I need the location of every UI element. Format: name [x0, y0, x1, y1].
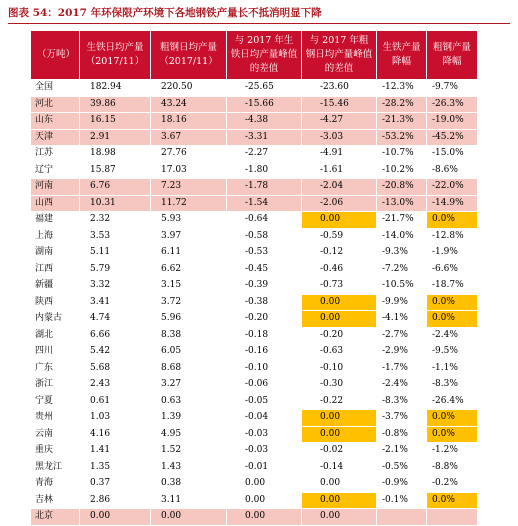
cell-pig-iron-peak-diff: -15.66	[227, 96, 302, 113]
cell-pig-iron-daily: 2.43	[80, 377, 151, 394]
cell-crude-steel-decline: -14.9%	[427, 195, 478, 212]
table-row	[31, 360, 478, 377]
cell-pig-iron-peak-diff: -0.16	[227, 344, 302, 361]
cell-crude-steel-peak-diff: -0.20	[302, 327, 377, 344]
cell-pig-iron-decline: -1.7%	[377, 360, 427, 377]
cell-pig-iron-daily: 0.37	[80, 476, 151, 493]
cell-crude-steel-daily: 0.63	[151, 393, 227, 410]
region-name: 浙江	[31, 377, 80, 394]
cell-pig-iron-daily: 16.15	[80, 113, 151, 130]
cell-crude-steel-decline: -1.1%	[427, 360, 478, 377]
cell-pig-iron-decline: -2.9%	[377, 344, 427, 361]
cell-pig-iron-decline: -20.8%	[377, 179, 427, 196]
cell-crude-steel-daily: 17.03	[151, 162, 227, 179]
cell-crude-steel-decline: -1.9%	[427, 245, 478, 262]
cell-pig-iron-peak-diff: -0.58	[227, 228, 302, 245]
cell-pig-iron-decline: -21.7%	[377, 212, 427, 229]
region-name: 重庆	[31, 443, 80, 460]
cell-pig-iron-daily: 2.32	[80, 212, 151, 229]
cell-crude-steel-peak-diff: -15.46	[302, 96, 377, 113]
table-row	[31, 129, 478, 146]
cell-pig-iron-peak-diff: 0.00	[227, 509, 302, 526]
region-name: 全国	[31, 80, 80, 97]
cell-pig-iron-daily: 1.03	[80, 410, 151, 427]
steel-output-table	[30, 30, 478, 526]
cell-pig-iron-peak-diff: -0.06	[227, 377, 302, 394]
cell-crude-steel-peak-diff: -4.91	[302, 146, 377, 163]
cell-pig-iron-daily: 0.61	[80, 393, 151, 410]
table-row	[31, 294, 478, 311]
cell-crude-steel-peak-diff: -4.27	[302, 113, 377, 130]
header-pig-iron-daily: 生铁日均产量（2017/11）	[80, 31, 151, 80]
cell-pig-iron-peak-diff: -0.10	[227, 360, 302, 377]
cell-crude-steel-daily: 3.27	[151, 377, 227, 394]
cell-pig-iron-decline: -10.5%	[377, 278, 427, 295]
cell-crude-steel-daily: 3.67	[151, 129, 227, 146]
header-crude-steel-peak-diff: 与 2017 年粗钢日均产量峰值的差值	[302, 31, 377, 80]
table-row	[31, 476, 478, 493]
cell-pig-iron-peak-diff: -25.65	[227, 80, 302, 97]
cell-crude-steel-daily: 11.72	[151, 195, 227, 212]
cell-crude-steel-peak-diff: 0.00	[302, 492, 377, 509]
region-name: 黑龙江	[31, 459, 80, 476]
cell-pig-iron-daily: 1.41	[80, 443, 151, 460]
cell-pig-iron-daily: 5.79	[80, 261, 151, 278]
cell-crude-steel-peak-diff: 0.00	[302, 410, 377, 427]
cell-crude-steel-daily: 3.97	[151, 228, 227, 245]
cell-crude-steel-daily: 7.23	[151, 179, 227, 196]
cell-pig-iron-decline: -10.7%	[377, 146, 427, 163]
cell-crude-steel-decline: -8.6%	[427, 162, 478, 179]
cell-crude-steel-decline: 0.0%	[427, 492, 478, 509]
cell-pig-iron-daily: 18.98	[80, 146, 151, 163]
cell-pig-iron-decline: -28.2%	[377, 96, 427, 113]
region-name: 贵州	[31, 410, 80, 427]
cell-pig-iron-peak-diff: -0.05	[227, 393, 302, 410]
region-name: 北京	[31, 509, 80, 526]
cell-pig-iron-daily: 5.11	[80, 245, 151, 262]
table-row	[31, 195, 478, 212]
cell-pig-iron-decline: -8.3%	[377, 393, 427, 410]
table-row	[31, 509, 478, 526]
table-row	[31, 162, 478, 179]
region-name: 陕西	[31, 294, 80, 311]
cell-crude-steel-daily: 27.76	[151, 146, 227, 163]
cell-pig-iron-daily: 3.53	[80, 228, 151, 245]
region-name: 湖南	[31, 245, 80, 262]
region-name: 上海	[31, 228, 80, 245]
cell-crude-steel-daily: 6.62	[151, 261, 227, 278]
cell-pig-iron-peak-diff: -0.03	[227, 426, 302, 443]
cell-pig-iron-daily: 2.86	[80, 492, 151, 509]
cell-crude-steel-peak-diff: -0.10	[302, 360, 377, 377]
region-name: 山西	[31, 195, 80, 212]
region-name: 江西	[31, 261, 80, 278]
cell-crude-steel-daily: 8.68	[151, 360, 227, 377]
figure-caption: 图表 54：2017 年环保限产环境下各地钢铁产量长不抵消明显下降	[8, 7, 322, 19]
cell-pig-iron-peak-diff: -1.80	[227, 162, 302, 179]
cell-pig-iron-decline: -14.0%	[377, 228, 427, 245]
cell-crude-steel-peak-diff: -23.60	[302, 80, 377, 97]
table-row	[31, 492, 478, 509]
table-row	[31, 278, 478, 295]
region-name: 江苏	[31, 146, 80, 163]
region-name: 吉林	[31, 492, 80, 509]
cell-crude-steel-peak-diff: 0.00	[302, 212, 377, 229]
region-name: 天津	[31, 129, 80, 146]
table-row	[31, 80, 478, 97]
cell-pig-iron-daily: 4.74	[80, 311, 151, 328]
cell-crude-steel-peak-diff: -2.04	[302, 179, 377, 196]
region-name: 山东	[31, 113, 80, 130]
cell-pig-iron-peak-diff: -0.39	[227, 278, 302, 295]
cell-pig-iron-daily: 5.68	[80, 360, 151, 377]
cell-crude-steel-decline: -15.0%	[427, 146, 478, 163]
table-row	[31, 96, 478, 113]
cell-crude-steel-peak-diff: -0.30	[302, 377, 377, 394]
table-row	[31, 393, 478, 410]
cell-crude-steel-peak-diff: -3.03	[302, 129, 377, 146]
cell-pig-iron-decline: -12.3%	[377, 80, 427, 97]
cell-pig-iron-peak-diff: -0.04	[227, 410, 302, 427]
cell-pig-iron-decline: -4.1%	[377, 311, 427, 328]
cell-crude-steel-peak-diff: -0.22	[302, 393, 377, 410]
table-row	[31, 327, 478, 344]
table-body	[31, 80, 478, 526]
region-name: 云南	[31, 426, 80, 443]
cell-pig-iron-daily: 3.41	[80, 294, 151, 311]
header-crude-steel-decline: 粗钢产量降幅	[427, 31, 478, 80]
region-name: 新疆	[31, 278, 80, 295]
cell-pig-iron-daily: 2.91	[80, 129, 151, 146]
table-row	[31, 146, 478, 163]
cell-crude-steel-decline: 0.0%	[427, 294, 478, 311]
table-row	[31, 228, 478, 245]
cell-crude-steel-peak-diff: 0.00	[302, 509, 377, 526]
cell-pig-iron-peak-diff: -2.27	[227, 146, 302, 163]
cell-crude-steel-decline: -45.2%	[427, 129, 478, 146]
cell-pig-iron-peak-diff: -0.03	[227, 443, 302, 460]
cell-pig-iron-peak-diff: -1.78	[227, 179, 302, 196]
cell-pig-iron-peak-diff: -0.64	[227, 212, 302, 229]
cell-pig-iron-decline: -10.2%	[377, 162, 427, 179]
cell-crude-steel-daily: 220.50	[151, 80, 227, 97]
cell-pig-iron-daily: 15.87	[80, 162, 151, 179]
cell-crude-steel-daily: 0.38	[151, 476, 227, 493]
cell-pig-iron-decline: -53.2%	[377, 129, 427, 146]
cell-crude-steel-peak-diff: -2.06	[302, 195, 377, 212]
cell-crude-steel-decline: -22.0%	[427, 179, 478, 196]
table-row	[31, 459, 478, 476]
cell-pig-iron-peak-diff: -0.18	[227, 327, 302, 344]
cell-crude-steel-daily: 1.39	[151, 410, 227, 427]
cell-pig-iron-daily: 182.94	[80, 80, 151, 97]
cell-crude-steel-decline: 0.0%	[427, 410, 478, 427]
table-row	[31, 179, 478, 196]
cell-pig-iron-decline: -0.8%	[377, 426, 427, 443]
table-row	[31, 410, 478, 427]
region-name: 青海	[31, 476, 80, 493]
cell-pig-iron-decline: -2.7%	[377, 327, 427, 344]
cell-pig-iron-peak-diff: -0.20	[227, 311, 302, 328]
cell-pig-iron-daily: 1.35	[80, 459, 151, 476]
cell-crude-steel-daily: 3.72	[151, 294, 227, 311]
cell-crude-steel-decline: 0.0%	[427, 311, 478, 328]
cell-pig-iron-peak-diff: -0.01	[227, 459, 302, 476]
cell-crude-steel-decline: -8.8%	[427, 459, 478, 476]
cell-crude-steel-peak-diff: 0.00	[302, 426, 377, 443]
cell-crude-steel-decline: -9.7%	[427, 80, 478, 97]
cell-crude-steel-decline: -0.2%	[427, 476, 478, 493]
cell-crude-steel-decline: -26.3%	[427, 96, 478, 113]
cell-pig-iron-peak-diff: 0.00	[227, 492, 302, 509]
cell-pig-iron-peak-diff: 0.00	[227, 476, 302, 493]
table-row	[31, 377, 478, 394]
cell-pig-iron-daily: 6.66	[80, 327, 151, 344]
cell-crude-steel-daily: 8.38	[151, 327, 227, 344]
cell-pig-iron-decline	[377, 509, 427, 526]
cell-crude-steel-daily: 6.11	[151, 245, 227, 262]
cell-crude-steel-decline: -6.6%	[427, 261, 478, 278]
header-unit: （万吨）	[31, 31, 80, 80]
cell-crude-steel-decline: -12.8%	[427, 228, 478, 245]
cell-crude-steel-peak-diff: -0.14	[302, 459, 377, 476]
table-row	[31, 443, 478, 460]
cell-crude-steel-peak-diff: 0.00	[302, 476, 377, 493]
region-name: 河北	[31, 96, 80, 113]
header-crude-steel-daily: 粗钢日均产量（2017/11）	[151, 31, 227, 80]
cell-pig-iron-decline: -7.2%	[377, 261, 427, 278]
cell-pig-iron-daily: 3.32	[80, 278, 151, 295]
cell-pig-iron-peak-diff: -0.38	[227, 294, 302, 311]
cell-crude-steel-daily: 5.96	[151, 311, 227, 328]
cell-crude-steel-decline: -8.3%	[427, 377, 478, 394]
cell-pig-iron-decline: -0.1%	[377, 492, 427, 509]
table-row	[31, 426, 478, 443]
table-row	[31, 344, 478, 361]
cell-crude-steel-decline: -18.7%	[427, 278, 478, 295]
cell-crude-steel-peak-diff: -0.59	[302, 228, 377, 245]
cell-crude-steel-decline: -19.0%	[427, 113, 478, 130]
header-pig-iron-peak-diff: 与 2017 年生铁日均产量峰值的差值	[227, 31, 302, 80]
cell-crude-steel-daily: 4.95	[151, 426, 227, 443]
cell-pig-iron-peak-diff: -0.53	[227, 245, 302, 262]
cell-crude-steel-decline: -2.4%	[427, 327, 478, 344]
cell-crude-steel-peak-diff: 0.00	[302, 294, 377, 311]
cell-pig-iron-daily: 0.00	[80, 509, 151, 526]
region-name: 河南	[31, 179, 80, 196]
cell-pig-iron-daily: 39.86	[80, 96, 151, 113]
cell-pig-iron-decline: -3.7%	[377, 410, 427, 427]
cell-pig-iron-peak-diff: -0.45	[227, 261, 302, 278]
cell-pig-iron-decline: -9.3%	[377, 245, 427, 262]
cell-pig-iron-decline: -13.0%	[377, 195, 427, 212]
cell-crude-steel-peak-diff: -0.02	[302, 443, 377, 460]
cell-crude-steel-daily: 18.16	[151, 113, 227, 130]
table-row	[31, 212, 478, 229]
cell-pig-iron-decline: -9.9%	[377, 294, 427, 311]
cell-crude-steel-daily: 5.93	[151, 212, 227, 229]
cell-crude-steel-decline: 0.0%	[427, 426, 478, 443]
cell-crude-steel-peak-diff: -0.12	[302, 245, 377, 262]
table-row	[31, 113, 478, 130]
cell-crude-steel-decline: -1.2%	[427, 443, 478, 460]
cell-crude-steel-decline: -26.4%	[427, 393, 478, 410]
cell-pig-iron-daily: 4.16	[80, 426, 151, 443]
cell-crude-steel-daily: 3.15	[151, 278, 227, 295]
cell-crude-steel-peak-diff: -0.46	[302, 261, 377, 278]
cell-crude-steel-daily: 43.24	[151, 96, 227, 113]
cell-pig-iron-peak-diff: -3.31	[227, 129, 302, 146]
cell-crude-steel-peak-diff: -0.73	[302, 278, 377, 295]
cell-crude-steel-decline: 0.0%	[427, 212, 478, 229]
region-name: 宁夏	[31, 393, 80, 410]
cell-pig-iron-daily: 6.76	[80, 179, 151, 196]
region-name: 福建	[31, 212, 80, 229]
table-header-row	[31, 31, 478, 80]
cell-crude-steel-daily: 1.43	[151, 459, 227, 476]
table-row	[31, 245, 478, 262]
table-row	[31, 261, 478, 278]
header-pig-iron-decline: 生铁产量降幅	[377, 31, 427, 80]
cell-crude-steel-daily: 6.05	[151, 344, 227, 361]
caption-divider	[8, 23, 510, 24]
cell-pig-iron-peak-diff: -1.54	[227, 195, 302, 212]
region-name: 内蒙古	[31, 311, 80, 328]
cell-pig-iron-decline: -21.3%	[377, 113, 427, 130]
region-name: 湖北	[31, 327, 80, 344]
cell-pig-iron-decline: -2.1%	[377, 443, 427, 460]
region-name: 广东	[31, 360, 80, 377]
cell-crude-steel-daily: 0.00	[151, 509, 227, 526]
cell-pig-iron-daily: 10.31	[80, 195, 151, 212]
cell-crude-steel-decline: -9.5%	[427, 344, 478, 361]
cell-crude-steel-decline	[427, 509, 478, 526]
region-name: 辽宁	[31, 162, 80, 179]
region-name: 四川	[31, 344, 80, 361]
cell-crude-steel-peak-diff: -0.63	[302, 344, 377, 361]
cell-crude-steel-daily: 3.11	[151, 492, 227, 509]
cell-crude-steel-peak-diff: 0.00	[302, 311, 377, 328]
cell-pig-iron-daily: 5.42	[80, 344, 151, 361]
cell-crude-steel-daily: 1.52	[151, 443, 227, 460]
cell-pig-iron-decline: -2.4%	[377, 377, 427, 394]
cell-crude-steel-peak-diff: -1.61	[302, 162, 377, 179]
cell-pig-iron-decline: -0.5%	[377, 459, 427, 476]
cell-pig-iron-peak-diff: -4.38	[227, 113, 302, 130]
cell-pig-iron-decline: -0.9%	[377, 476, 427, 493]
table-row	[31, 311, 478, 328]
